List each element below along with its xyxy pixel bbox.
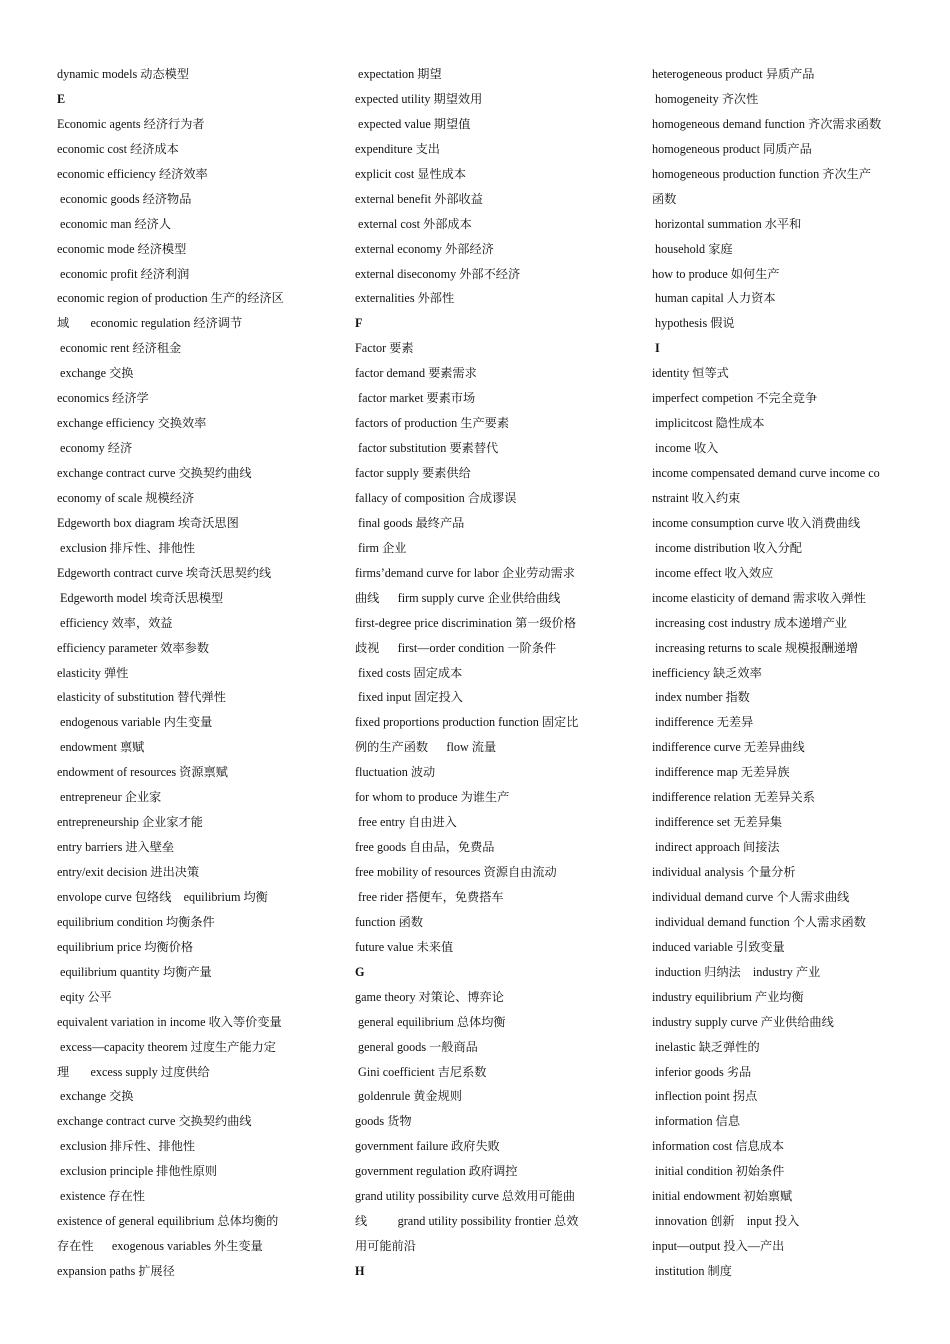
glossary-entry: heterogeneous product 异质产品	[652, 67, 815, 81]
glossary-entry: government regulation 政府调控	[355, 1164, 518, 1179]
glossary-entry: existence 存在性	[57, 1189, 145, 1204]
glossary-entry: economy 经济	[57, 441, 133, 456]
glossary-entry: economic region of production 生产的经济区	[57, 291, 284, 306]
glossary-entry: fluctuation 波动	[355, 765, 436, 780]
glossary-entry: indifference map 无差异族	[652, 765, 790, 780]
glossary-entry: inefficiency 缺乏效率	[652, 665, 762, 680]
glossary-entry: 例的生产函数 flow 流量	[355, 740, 497, 755]
glossary-entry: 存在性 exogenous variables 外生变量	[57, 1239, 263, 1254]
glossary-entry: first-degree price discrimination 第一级价格	[355, 615, 577, 630]
glossary-entry: Edgeworth model 埃奇沃思模型	[57, 590, 224, 605]
glossary-entry: entrepreneur 企业家	[57, 790, 162, 805]
glossary-entry: final goods 最终产品	[355, 515, 465, 530]
glossary-entry: government failure 政府失败	[355, 1139, 500, 1154]
glossary-entry: increasing returns to scale 规模报酬递增	[652, 640, 859, 655]
glossary-entry: hypothesis 假说	[652, 316, 735, 331]
glossary-entry: 歧视 first—order condition 一阶条件	[355, 640, 557, 655]
glossary-entry: exchange contract curve 交换契约曲线	[57, 1114, 252, 1129]
glossary-entry: human capital 人力资本	[652, 291, 776, 306]
glossary-entry: external benefit 外部收益	[355, 191, 483, 206]
glossary-entry: horizontal summation 水平和	[652, 216, 802, 231]
glossary-entry: Gini coefficient 吉尼系数	[355, 1064, 487, 1079]
glossary-entry: firms’demand curve for labor 企业劳动需求	[355, 565, 575, 580]
glossary-entry: index number 指数	[652, 690, 750, 705]
glossary-entry: endowment of resources 资源禀赋	[57, 765, 228, 780]
glossary-entry: externalities 外部性	[355, 291, 455, 306]
glossary-entry: general equilibrium 总体均衡	[355, 1014, 506, 1029]
glossary-entry: expected utility 期望效用	[355, 91, 483, 106]
glossary-entry: expenditure 支出	[355, 141, 440, 156]
glossary-entry: income 收入	[652, 441, 719, 456]
glossary-entry: exchange efficiency 交换效率	[57, 416, 207, 431]
glossary-entry: free goods 自由品，免费品	[355, 840, 495, 855]
glossary-entry: information 信息	[652, 1114, 741, 1129]
glossary-entry: entry/exit decision 进出决策	[57, 865, 200, 879]
glossary-entry: elasticity 弹性	[57, 665, 129, 680]
glossary-entry: inferior goods 劣品	[652, 1064, 752, 1079]
glossary-entry: factors of production 生产要素	[355, 416, 510, 431]
glossary-entry: innovation 创新 input 投入	[652, 1214, 800, 1229]
glossary-entry: exclusion 排斥性、排他性	[57, 1139, 196, 1154]
glossary-entry: endowment 禀赋	[57, 740, 145, 755]
glossary-entry: free entry 自由进入	[355, 815, 457, 830]
glossary-entry: homogeneous demand function 齐次需求函数	[652, 116, 882, 131]
glossary-entry: income effect 收入效应	[652, 565, 774, 580]
glossary-entry: factor substitution 要素替代	[355, 441, 499, 456]
glossary-entry: economic man 经济人	[57, 216, 172, 231]
glossary-entry: fixed input 固定投入	[355, 690, 463, 705]
glossary-entry: input—output 投入—产出	[652, 1239, 785, 1254]
glossary-entry: increasing cost industry 成本递增产业	[652, 615, 847, 630]
glossary-entry: homogeneous product 同质产品	[652, 141, 812, 156]
glossary-entry: equilibrium price 均衡价格	[57, 939, 194, 954]
glossary-entry: homogeneous production function 齐次生产	[652, 166, 872, 181]
glossary-entry: entry barriers 进入壁垒	[57, 840, 175, 855]
glossary-entry: equivalent variation in income 收入等价变量	[57, 1014, 282, 1029]
section-letter-heading: H	[355, 1264, 365, 1278]
glossary-entry: existence of general equilibrium 总体均衡的	[57, 1214, 279, 1229]
glossary-entry: economic efficiency 经济效率	[57, 166, 208, 181]
glossary-entry: income elasticity of demand 需求收入弹性	[652, 590, 866, 605]
section-letter-heading: E	[57, 91, 66, 106]
glossary-entry: indifference 无差异	[652, 715, 754, 730]
glossary-entry: explicit cost 显性成本	[355, 166, 467, 181]
glossary-column-2	[355, 62, 599, 1284]
glossary-entry: exchange 交换	[57, 366, 134, 381]
glossary-entry: indifference set 无差异集	[652, 815, 783, 830]
glossary-entry: expansion paths 扩展径	[57, 1264, 175, 1278]
glossary-entry: information cost 信息成本	[652, 1139, 785, 1154]
glossary-entry: factor market 要素市场	[355, 391, 476, 406]
glossary-entry: exchange contract curve 交换契约曲线	[57, 466, 252, 480]
glossary-entry: inflection point 拐点	[652, 1089, 758, 1104]
glossary-entry: institution 制度	[652, 1264, 732, 1278]
glossary-entry: elasticity of substitution 替代弹性	[57, 690, 226, 705]
glossary-entry: envolope curve 包络线 equilibrium 均衡	[57, 889, 268, 904]
glossary-entry: indirect approach 间接法	[652, 840, 780, 855]
glossary-column-3	[652, 62, 896, 1284]
glossary-entry: 用可能前沿	[355, 1239, 416, 1254]
glossary-entry: future value 未来值	[355, 939, 454, 954]
glossary-entry: goods 货物	[355, 1114, 412, 1129]
glossary-entry: free rider 搭便车，免费搭车	[355, 889, 504, 904]
glossary-column-1	[57, 62, 301, 1284]
glossary-entry: efficiency parameter 效率参数	[57, 640, 210, 655]
glossary-entry: induction 归纳法 industry 产业	[652, 964, 821, 979]
glossary-entry: eqity 公平	[57, 989, 112, 1004]
glossary-entry: Economic agents 经济行为者	[57, 116, 205, 131]
section-letter-heading: G	[355, 964, 365, 979]
glossary-entry: firm 企业	[355, 540, 407, 555]
glossary-entry: economic goods 经济物品	[57, 191, 192, 206]
glossary-entry: function 函数	[355, 914, 424, 929]
glossary-entry: 曲线 firm supply curve 企业供给曲线	[355, 590, 561, 605]
glossary-entry: how to produce 如何生产	[652, 266, 780, 281]
glossary-entry: factor supply 要素供给	[355, 466, 471, 480]
glossary-entry: initial endowment 初始禀赋	[652, 1189, 793, 1204]
glossary-entry: indifference curve 无差异曲线	[652, 740, 805, 755]
glossary-entry: household 家庭	[652, 241, 733, 256]
section-letter-heading: I	[652, 341, 660, 356]
glossary-entry: external cost 外部成本	[355, 216, 472, 231]
glossary-entry: exclusion 排斥性、排他性	[57, 540, 196, 555]
glossary-entry: expected value 期望值	[355, 116, 471, 131]
glossary-entry: fallacy of composition 合成谬误	[355, 490, 517, 505]
glossary-entry: individual demand curve 个人需求曲线	[652, 889, 850, 904]
glossary-entry: external diseconomy 外部不经济	[355, 266, 521, 281]
glossary-entry: identity 恒等式	[652, 366, 729, 381]
glossary-entry: economy of scale 规模经济	[57, 490, 195, 505]
glossary-entry: efficiency 效率，效益	[57, 615, 173, 630]
glossary-entry: nstraint 收入约束	[652, 490, 741, 505]
glossary-entry: initial condition 初始条件	[652, 1164, 785, 1179]
glossary-entry: external economy 外部经济	[355, 241, 494, 256]
glossary-entry: homogeneity 齐次性	[652, 91, 759, 106]
glossary-entry: fixed costs 固定成本	[355, 665, 463, 680]
glossary-entry: expectation 期望	[355, 67, 442, 81]
glossary-entry: dynamic models 动态模型	[57, 67, 190, 81]
glossary-entry: economic mode 经济模型	[57, 241, 187, 256]
glossary-entry: equilibrium condition 均衡条件	[57, 914, 215, 929]
glossary-entry: implicitcost 隐性成本	[652, 416, 765, 431]
glossary-entry: economics 经济学	[57, 391, 149, 406]
glossary-entry: inelastic 缺乏弹性的	[652, 1039, 760, 1054]
glossary-entry: economic cost 经济成本	[57, 141, 179, 156]
glossary-entry: Factor 要素	[355, 341, 414, 356]
glossary-entry: free mobility of resources 资源自由流动	[355, 865, 557, 879]
glossary-entry: exchange 交换	[57, 1089, 134, 1104]
glossary-entry: entrepreneurship 企业家才能	[57, 815, 203, 830]
glossary-entry: equilibrium quantity 均衡产量	[57, 964, 212, 979]
glossary-entry: endogenous variable 内生变量	[57, 715, 213, 730]
glossary-entry: exclusion principle 排他性原则	[57, 1164, 218, 1179]
glossary-entry: grand utility possibility curve 总效用可能曲	[355, 1189, 576, 1204]
glossary-entry: game theory 对策论、博弈论	[355, 989, 504, 1004]
glossary-entry: excess—capacity theorem 过度生产能力定	[57, 1039, 276, 1054]
glossary-entry: income consumption curve 收入消费曲线	[652, 515, 861, 530]
glossary-entry: economic profit 经济利润	[57, 266, 190, 281]
glossary-entry: 理 excess supply 过度供给	[57, 1064, 210, 1079]
glossary-entry: individual analysis 个量分析	[652, 865, 796, 879]
glossary-entry: 线 grand utility possibility frontier 总效	[355, 1214, 579, 1229]
glossary-entry: for whom to produce 为谁生产	[355, 790, 510, 805]
glossary-entry: individual demand function 个人需求函数	[652, 914, 866, 929]
glossary-entry: factor demand 要素需求	[355, 366, 477, 381]
glossary-entry: Edgeworth contract curve 埃奇沃思契约线	[57, 565, 272, 580]
glossary-entry: Edgeworth box diagram 埃奇沃思图	[57, 515, 239, 530]
glossary-entry: induced variable 引致变量	[652, 939, 785, 954]
glossary-entry: general goods 一般商品	[355, 1039, 478, 1054]
glossary-entry: income distribution 收入分配	[652, 540, 802, 555]
glossary-entry: imperfect competion 不完全竞争	[652, 391, 818, 406]
glossary-entry: income compensated demand curve income co	[652, 466, 880, 480]
glossary-entry: 域 economic regulation 经济调节	[57, 316, 243, 331]
glossary-entry: economic rent 经济租金	[57, 341, 182, 356]
glossary-entry: industry supply curve 产业供给曲线	[652, 1014, 834, 1029]
glossary-entry: indifference relation 无差异关系	[652, 790, 815, 805]
section-letter-heading: F	[355, 316, 363, 331]
glossary-entry: fixed proportions production function 固定比	[355, 715, 579, 730]
glossary-entry: goldenrule 黄金规则	[355, 1089, 462, 1104]
glossary-entry: 函数	[652, 191, 677, 206]
glossary-entry: industry equilibrium 产业均衡	[652, 989, 804, 1004]
